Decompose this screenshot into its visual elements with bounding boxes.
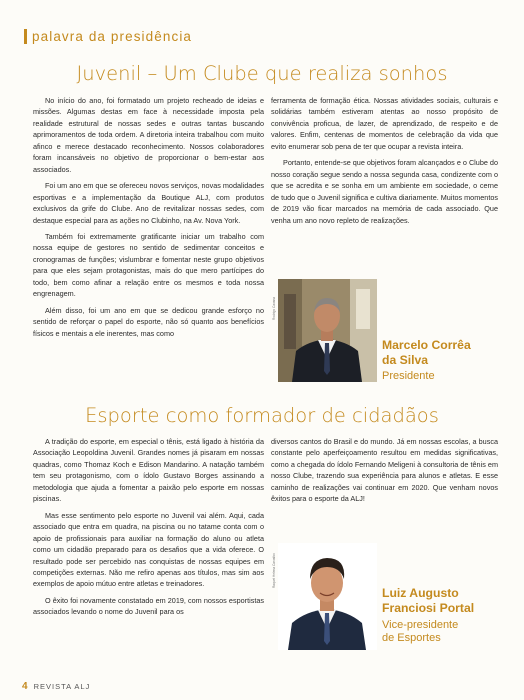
president-name-line2: da Silva bbox=[382, 352, 429, 367]
section-label-text: palavra da presidência bbox=[32, 29, 193, 44]
vice-president-role-line1: Vice-presidente bbox=[382, 619, 459, 631]
vice-president-role bbox=[382, 619, 458, 645]
photo-credit: Raquel Helena Carvalho bbox=[272, 553, 276, 588]
paragraph: Portanto, entende-se que objetivos foram alcançados e o Clube do nosso coração segue sendo a nossa segunda casa, condizente com o que se acredita e se sonha em um ambiente em sociedade, o cerne de tudo que o Juvenil significa e cultiva diariamente. Muitos momentos de 2019 vão ficar marcados na memória de cada associado. Que venha um ano novo repleto de realizações. bbox=[271, 158, 498, 225]
vice-president-portrait bbox=[278, 543, 377, 650]
paragraph: No início do ano, foi formatado um projeto recheado de ideias e missões. Algumas destas em face à necessidade imposta pela realidade estrutural de nossas sedes e outras tantas buscando aprimoramentos de toda ordem. A diretoria inteira trabalhou com muito afinco e merece destacado reconhecimento. Nossos colaboradores foram incansáveis no objetivo de proporcionar o bem-estar aos associados. bbox=[33, 96, 264, 174]
photo-credit: Rodrigo Cavana bbox=[272, 296, 276, 320]
paragraph: ferramenta de formação ética. Nossas atividades sociais, culturais e solidárias também estiveram atentas ao nosso propósito de convivência proficua, de lazer, de aprendizado, de respeito e de valores. Enfim, centenas de momentos de celebração da vida que evito enumerar sob pena de ter que ocupar a revista inteira. bbox=[271, 96, 498, 151]
portrait-illustration bbox=[278, 279, 377, 382]
vice-president-role-line2: de Esportes bbox=[382, 632, 441, 644]
article2-column-left bbox=[33, 436, 264, 623]
paragraph: Foi um ano em que se ofereceu novos serviços, novas modalidades esportivas e a implementação da Boutique ALJ, com produtos exclusivos da grife do Clube. Ano de revitalizar nossas sedes, com destaque especial para as ações no Clubinho, na Av. Nova York. bbox=[33, 181, 264, 225]
president-portrait bbox=[278, 279, 377, 382]
president-role: Presidente bbox=[382, 370, 435, 382]
article1-column-left bbox=[33, 95, 264, 344]
paragraph: Mas esse sentimento pelo esporte no Juvenil vai além. Aqui, cada associado que entra em quadra, na piscina ou no tatame conta com o apoio de profissionais para auxiliar na formação do aluno ou atleta como um cidadão preparado para os desafios que a vida oferece. O resultado pode ser percebido nas conquistas de nossas equipes em competições externas. Não me refiro apenas aos títulos, mas sim aos exemplos de apoio mútuo entre atletas e treinadores. bbox=[33, 510, 264, 589]
article1-title: Juvenil – Um Clube que realiza sonhos bbox=[76, 62, 448, 85]
paragraph: Além disso, foi um ano em que se dedicou grande esforço no sentido de reforçar o papel do esporte, não só quanto aos benefícios físicos e mentais a ele inerentes, mas como bbox=[33, 305, 264, 338]
article1-column-right bbox=[271, 95, 498, 231]
vice-president-name-line2: Franciosi Portal bbox=[382, 600, 475, 615]
article2-title: Esporte como formador de cidadãos bbox=[85, 404, 439, 427]
paragraph: O êxito foi novamente constatado em 2019, com nossos esportistas associados levando o nome do Juvenil para os bbox=[33, 595, 264, 617]
section-accent-bar bbox=[24, 29, 27, 44]
page-number: 4 bbox=[22, 681, 28, 692]
section-label bbox=[24, 29, 192, 44]
page-footer bbox=[22, 681, 90, 692]
paragraph: Também foi extremamente gratificante iniciar um trabalho com nossa equipe de gestores no sentido de sedimentar conceitos e cronogramas de funções; vislumbrar e fomentar neste grupo objetivos para que eles sejam protagonistas, mais do que mero partícipes do todo, bem como afinar a relação entre os mesmos e toda nossa engrenagem. bbox=[33, 231, 264, 299]
vice-president-name-line1: Luiz Augusto bbox=[382, 586, 459, 600]
paragraph: A tradição do esporte, em especial o tênis, está ligado à história da Associação Leopoldina Juvenil. Grandes nomes já pisaram em nossas quadras, como Thomaz Koch e Edison Mandarino. A natação também tem seu protagonismo, com o ídolo Gustavo Borges assinando a metodologia que ajuda a fomentar a paixão pelo esporte em nossas piscinas. bbox=[33, 437, 264, 504]
president-name bbox=[382, 338, 471, 367]
article2-column-right bbox=[271, 436, 498, 510]
publication-name: REVISTA ALJ bbox=[33, 682, 91, 691]
president-name-line1: Marcelo Corrêa bbox=[382, 338, 471, 352]
portrait-illustration bbox=[278, 543, 377, 650]
vice-president-name bbox=[382, 586, 474, 615]
paragraph: diversos cantos do Brasil e do mundo. Já em nossas escolas, a busca constante pelo aperfeiçoamento resultou em medidas significativas, como a chegada do ídolo Fernando Meligeni à consultoria de tênis em nosso Clube, trazendo sua experiência para alunos e atletas. E esse caminho de realizações vai continuar em 2020. Que venham novos êxitos para o esporte da ALJ! bbox=[271, 437, 498, 504]
